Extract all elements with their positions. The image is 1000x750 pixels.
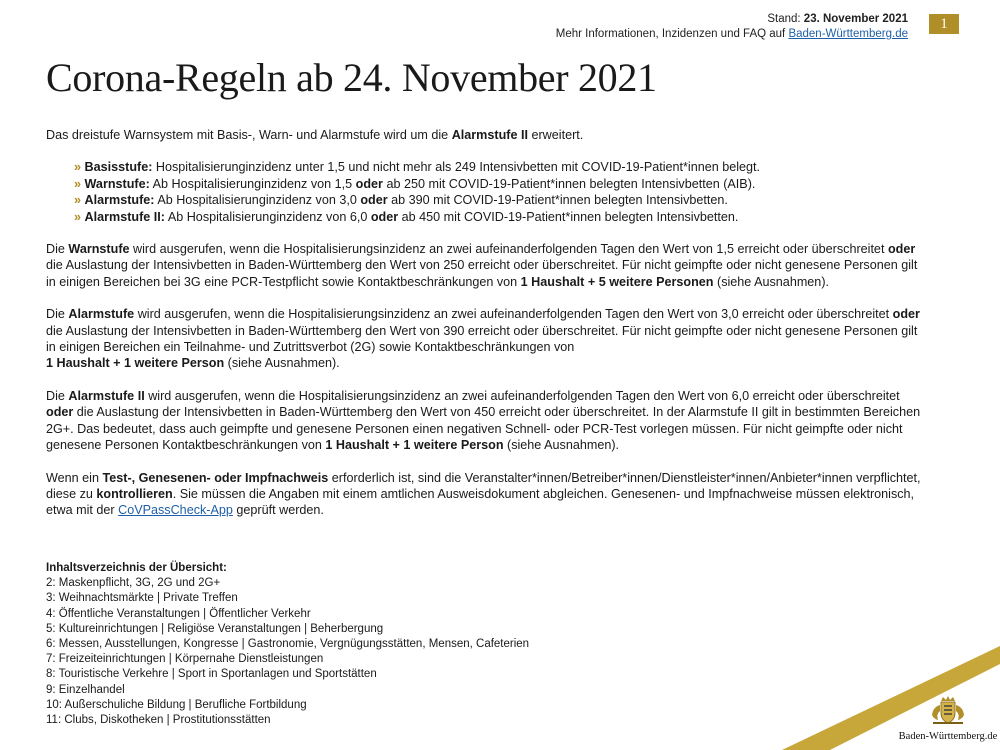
- toc-title: Inhaltsverzeichnis der Übersicht:: [46, 562, 227, 574]
- info-link[interactable]: Baden-Württemberg.de: [788, 28, 908, 40]
- level-alarmstufe-2: » Alarmstufe II: Ab Hospitalisierunginzidenz von 6,0 oder ab 450 mit COVID-19-Patient*innen belegten Intensivbetten.: [74, 209, 739, 224]
- toc-item[interactable]: 10: Außerschuliche Bildung | Berufliche Fortbildung: [46, 698, 307, 711]
- paragraph-alarmstufe: Die Alarmstufe wird ausgerufen, wenn die Hospitalisierungsinzidenz an zwei aufeinanderfolgenden Tagen den Wert von 3,0 erreicht oder überschreitet oder die Auslastung der Intensivbetten in Baden-Württemberg den Wert von 390 erreicht oder überschreitet. Für nicht geimpfte oder nicht genesene Personen gilt in einigen Bereichen ein Teilnahme- und Zutrittsverbot (2G) sowie Kontaktbeschränkungen von 1 Haushalt + 1 weitere Person (siehe Ausnahmen).: [46, 307, 920, 371]
- arrow-icon: »: [74, 176, 82, 191]
- toc-item[interactable]: 5: Kultureinrichtungen | Religiöse Veranstaltungen | Beherbergung: [46, 622, 384, 635]
- warning-levels-list: [74, 159, 926, 225]
- intro-paragraph: Das dreistufe Warnsystem mit Basis-, Warn- und Alarmstufe wird um die Alarmstufe II erweitert.: [46, 128, 584, 142]
- covpasscheck-link[interactable]: CoVPassCheck-App: [118, 503, 233, 518]
- arrow-icon: »: [74, 209, 82, 224]
- toc-item[interactable]: 8: Touristische Verkehre | Sport in Sportanlagen und Sportstätten: [46, 668, 377, 681]
- stand-line: Stand: 23. November 2021: [767, 13, 908, 25]
- toc-item[interactable]: 3: Weihnachtsmärkte | Private Treffen: [46, 592, 238, 605]
- info-line: Mehr Informationen, Inzidenzen und FAQ auf Baden-Württemberg.de: [555, 28, 908, 40]
- main-content: [46, 127, 926, 535]
- arrow-icon: »: [74, 160, 82, 175]
- toc-item[interactable]: 4: Öffentliche Veranstaltungen | Öffentlicher Verkehr: [46, 607, 311, 620]
- page-title: Corona-Regeln ab 24. November 2021: [46, 55, 657, 100]
- coat-of-arms-icon: [923, 695, 973, 725]
- toc-item[interactable]: 6: Messen, Ausstellungen, Kongresse | Gastronomie, Vergnügungsstätten, Mensen, Cafeterien: [46, 638, 530, 651]
- paragraph-alarmstufe-2: Die Alarmstufe II wird ausgerufen, wenn die Hospitalisierungsinzidenz an zwei aufeinanderfolgenden Tagen den Wert von 6,0 erreicht oder überschreitet oder die Auslastung der Intensivbetten in Baden-Württemberg den Wert von 450 erreicht oder überschreitet. In der Alarmstufe II gilt in bestimmten Bereichen 2G+. Das bedeutet, dass auch geimpfte und genesene Personen einen negativen Schnell- oder PCR-Test vorlegen müssen. Für nicht geimpfte oder nicht genesene Personen Kontaktbeschränkungen von 1 Haushalt + 1 weitere Person (siehe Ausnahmen).: [46, 388, 921, 453]
- level-basisstufe: » Basisstufe: Hospitalisierunginzidenz unter 1,5 und nicht mehr als 249 Intensivbetten mit COVID-19-Patient*innen belegt.: [74, 160, 761, 175]
- arrow-icon: »: [74, 193, 82, 208]
- toc-item[interactable]: 2: Maskenpflicht, 3G, 2G und 2G+: [46, 577, 221, 590]
- logo-text: Baden-Württemberg.de: [898, 731, 998, 742]
- table-of-contents: [46, 561, 529, 728]
- level-alarmstufe: » Alarmstufe: Ab Hospitalisierunginzidenz von 3,0 oder ab 390 mit COVID-19-Patient*innen belegten Intensivbetten.: [74, 193, 728, 208]
- level-warnstufe: » Warnstufe: Ab Hospitalisierunginzidenz von 1,5 oder ab 250 mit COVID-19-Patient*innen belegten Intensivbetten (AIB).: [74, 176, 756, 191]
- page-number-badge: 1: [929, 14, 959, 34]
- stand-date: 23. November 2021: [803, 13, 908, 25]
- bw-logo: [896, 695, 1000, 742]
- toc-item[interactable]: 9: Einzelhandel: [46, 683, 125, 696]
- paragraph-nachweis: Wenn ein Test-, Genesenen- oder Impfnachweis erforderlich ist, sind die Veranstalter*innen/Betreiber*innen/Dienstleister*innen/Anbieter*innen verpflichtet, diese zu kontrollieren. Sie müssen die Angaben mit einem amtlichen Ausweisdokument abgleichen. Genesenen- und Impfnachweise müssen elektronisch, etwa mit der CoVPassCheck-App geprüft werden.: [46, 470, 921, 518]
- paragraph-warnstufe: Die Warnstufe wird ausgerufen, wenn die Hospitalisierungsinzidenz an zwei aufeinanderfolgenden Tagen den Wert von 1,5 erreicht oder überschreitet oder die Auslastung der Intensivbetten in Baden-Württemberg den Wert von 250 erreicht oder überschreitet. Für nicht geimpfte oder nicht genesene Personen gilt in einigen Bereichen bei 3G eine PCR-Testpflicht sowie Kontaktbeschränkungen von 1 Haushalt + 5 weitere Personen (siehe Ausnahmen).: [46, 242, 918, 289]
- toc-item[interactable]: 11: Clubs, Diskotheken | Prostitutionsstätten: [46, 714, 271, 727]
- toc-item[interactable]: 7: Freizeiteinrichtungen | Körpernahe Dienstleistungen: [46, 653, 324, 666]
- header-info: [556, 12, 908, 42]
